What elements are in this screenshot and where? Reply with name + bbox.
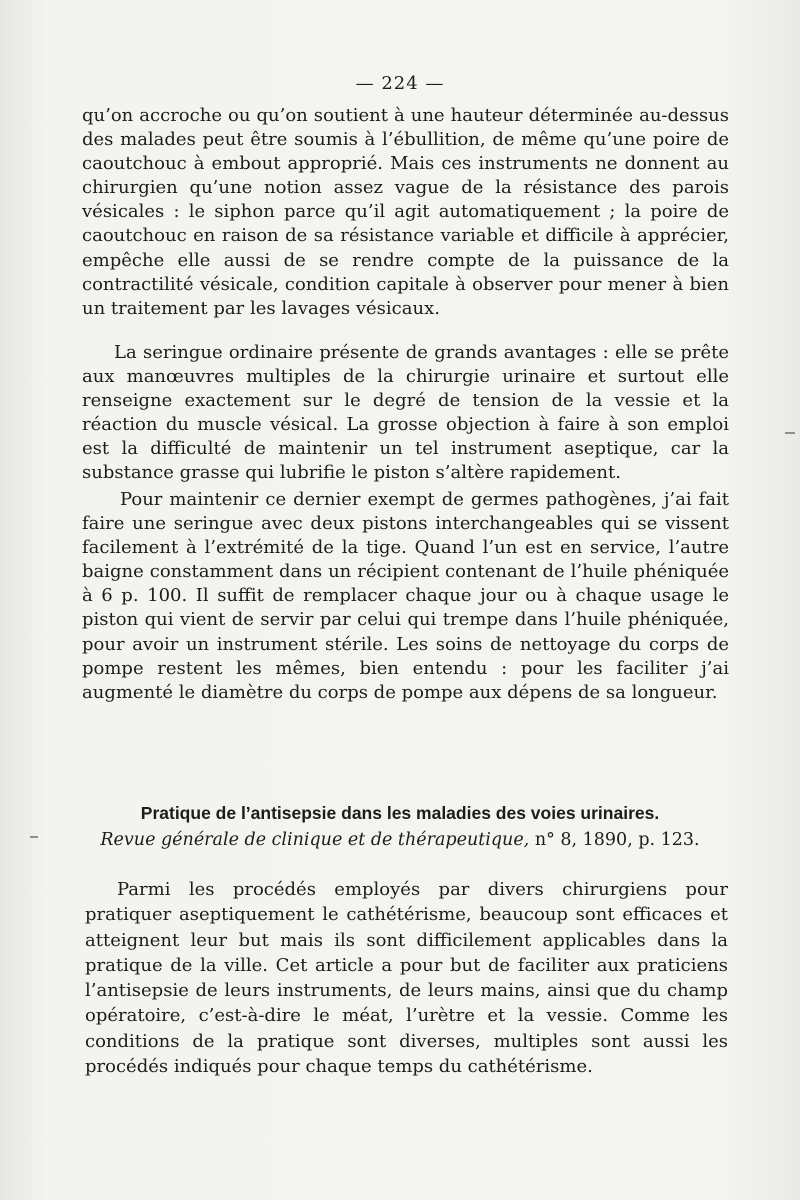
paragraph-3: Pour maintenir ce dernier exempt de germes pathogènes, j’ai fait faire une seringue avec deux pistons interchangeables qui se vissent facilement à l’extrémité de la tige. Quand l’un est en service, l’autre baigne constamment dans un récipient contenant de l’huile phéniquée à 6 p. 100. Il suffit de remplacer chaque jour ou à chaque usage le piston qui vient de servir par celui qui trempe dans l’huile phéniquée, pour avoir un instrument stérile. Les soins de nettoyage du corps de pompe restent les mêmes, bien entendu : pour les faciliter j’ai augmenté le diamètre du corps de pompe aux dépens de sa longueur. xyxy=(82,489,729,703)
paragraph-1: qu’on accroche ou qu’on soutient à une hauteur déterminée au-dessus des malades peut être soumis à l’ébullition, de même qu’une poire de caoutchouc à embout approprié. Mais ces instruments ne donnent au chirurgien qu’une notion assez vague de la résistance des parois vésicales : le siphon parce qu’il agit automatiquement ; la poire de caoutchouc en raison de sa résistance variable et difficile à apprécier, empêche elle aussi de se rendre compte de la puissance de la contractilité vésicale, condition capitale à observer pour mener à bien un traitement par les lavages vésicaux. xyxy=(82,105,729,319)
margin-mark-right xyxy=(785,432,795,434)
page-number: — 224 — xyxy=(355,73,445,94)
section-citation xyxy=(0,830,800,850)
margin-mark-left xyxy=(30,836,38,838)
citation-details: n° 8, 1890, p. 123. xyxy=(529,830,700,850)
paragraph-2: La seringue ordinaire présente de grands avantages : elle se prête aux manœuvres multiples de la chirurgie urinaire et surtout elle renseigne exactement sur le degré de tension de la vessie et la réaction du muscle vésical. La grosse objection à faire à son emploi est la difficulté de maintenir un tel instrument aseptique, car la substance grasse qui lubrifie le piston s’altère rapidement. xyxy=(82,342,729,484)
section-title: Pratique de l’antisepsie dans les maladies des voies urinaires. xyxy=(140,803,660,823)
citation-journal: Revue générale de clinique et de thérapeutique, xyxy=(100,830,530,850)
paragraph-4: Parmi les procédés employés par divers chirurgiens pour pratiquer aseptiquement le cathétérisme, beaucoup sont efficaces et atteignent leur but mais ils sont difficilement applicables dans la pratique de la ville. Cet article a pour but de faciliter aux praticiens l’antisepsie de leurs instruments, de leurs mains, ainsi que du champ opératoire, c’est-à-dire le méat, l’urètre et la vessie. Comme les conditions de la pratique sont diverses, multiples sont aussi les procédés indiqués pour chaque temps du cathétérisme. xyxy=(85,879,728,1078)
